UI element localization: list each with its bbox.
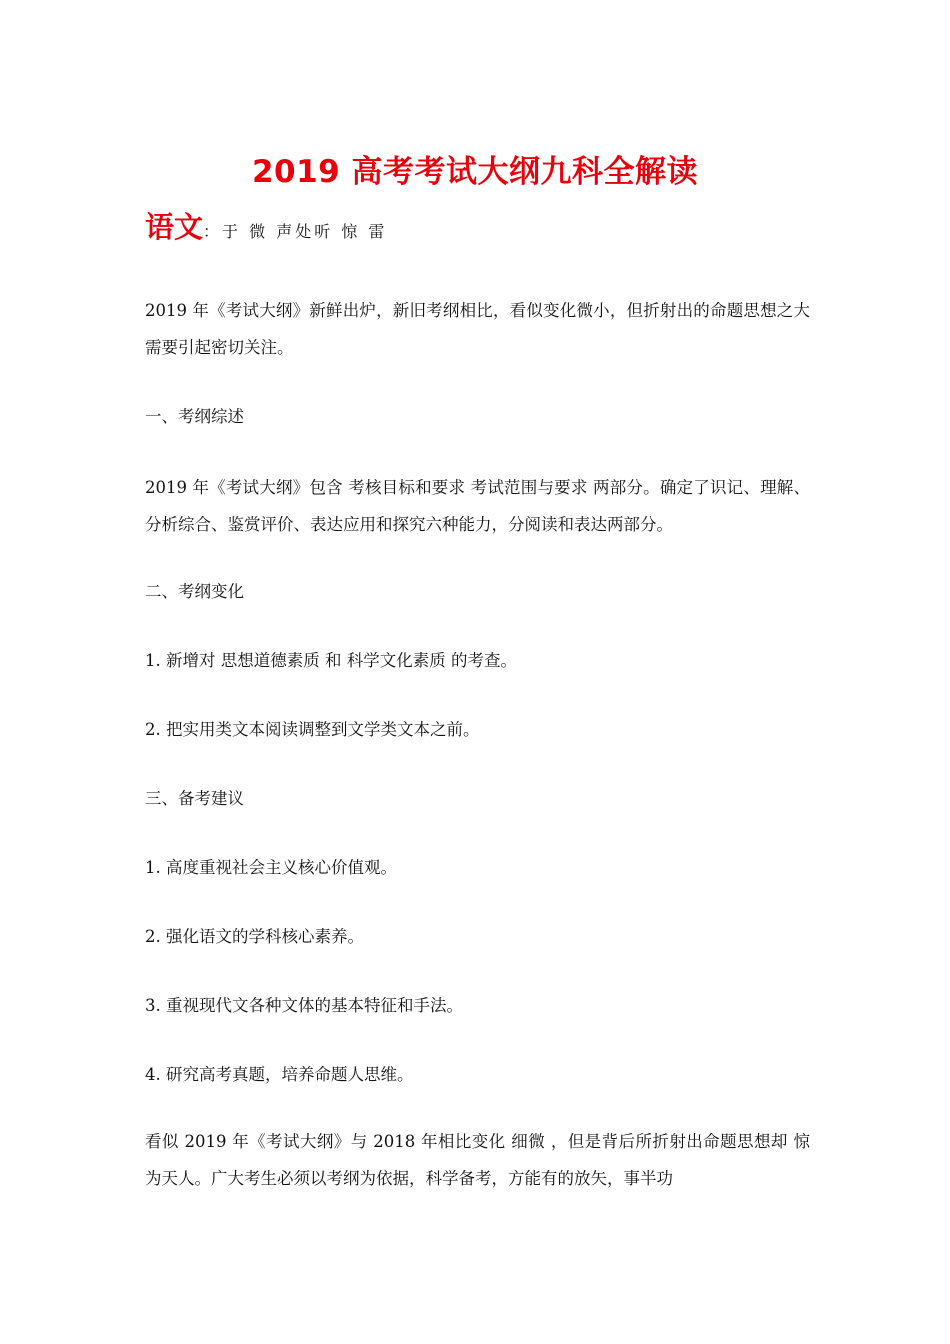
document-title: 2019 高考考试大纲九科全解读: [251, 154, 699, 190]
section-heading: 二、考纲变化: [145, 582, 244, 601]
intro-paragraph: 2019 年《考试大纲》新鲜出炉，新旧考纲相比，看似变化微小，但折射出的命题思想之大需要引起密切关注。: [145, 301, 810, 357]
subject-subtitle: ：于 微 声处听 惊 雷: [203, 222, 388, 241]
list-item: 1. 高度重视社会主义核心价值观。: [145, 858, 397, 877]
conclusion-paragraph: 看似 2019 年《考试大纲》与 2018 年相比变化 细微 ，但是背后所折射出命题思想却 惊 为天人。广大考生必须以考纲为依据，科学备考，方能有的放矢，事半功: [145, 1132, 810, 1188]
list-item: 4. 研究高考真题，培养命题人思维。: [145, 1065, 414, 1084]
subject-name: 语文: [145, 210, 204, 244]
list-item: 2. 强化语文的学科核心素养。: [145, 927, 364, 946]
section-heading: 三、备考建议: [145, 789, 244, 808]
list-item: 2. 把实用类文本阅读调整到文学类文本之前。: [145, 720, 480, 739]
list-item: 3. 重视现代文各种文体的基本特征和手法。: [145, 996, 463, 1015]
section1-paragraph: 2019 年《考试大纲》包含 考核目标和要求 考试范围与要求 两部分。确定了识记、理解、分析综合、鉴赏评价、表达应用和探究六种能力，分阅读和表达两部分。: [145, 478, 810, 534]
subject-heading: [145, 205, 387, 246]
section-heading: 一、考纲综述: [145, 407, 244, 426]
list-item: 1. 新增对 思想道德素质 和 科学文化素质 的考查。: [145, 651, 517, 670]
